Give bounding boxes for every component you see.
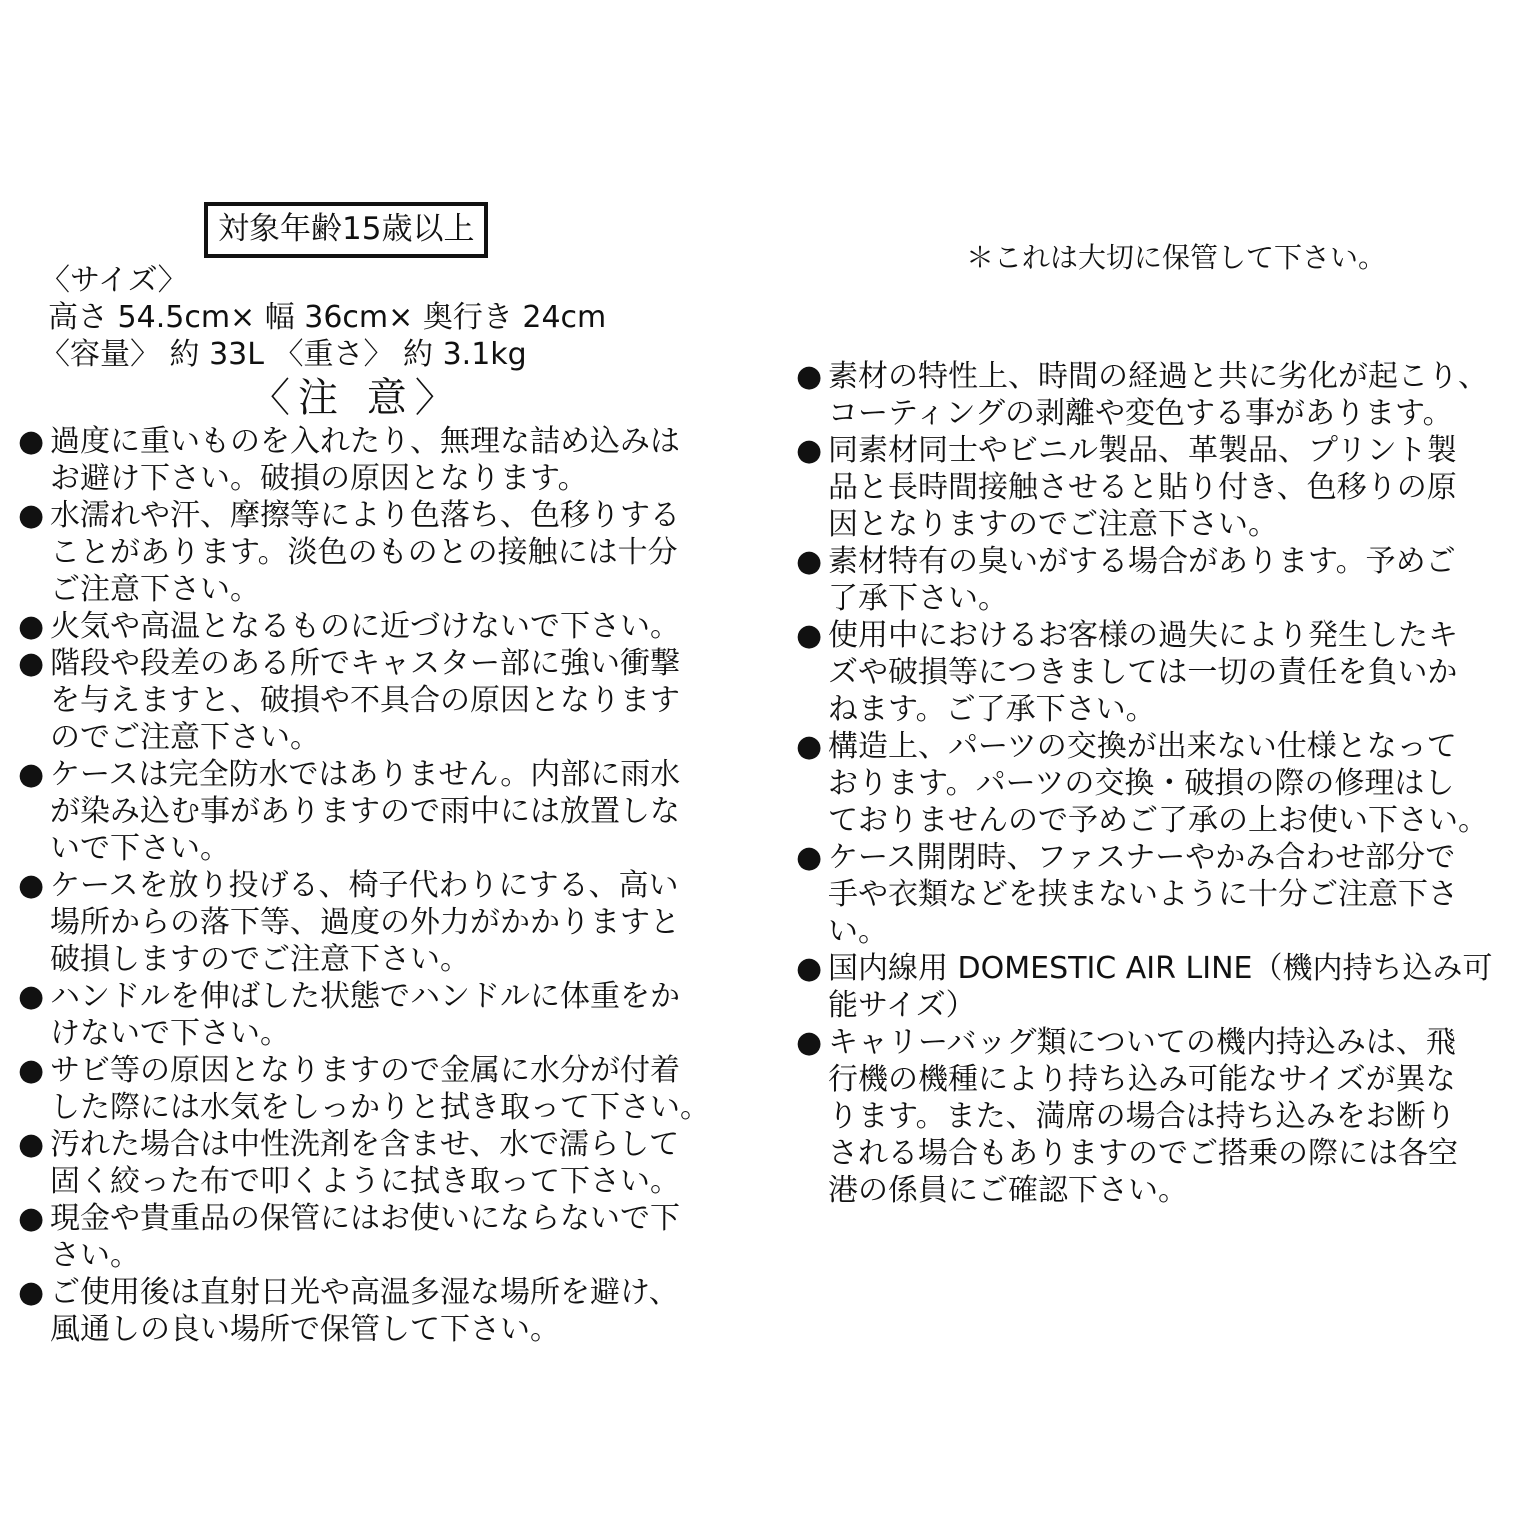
caution-item-line: 火気や高温となるものに近づけないで下さい。	[50, 609, 680, 644]
caution-item-text	[50, 1200, 748, 1274]
bullet-icon: ●	[18, 1201, 45, 1236]
caution-item-text	[50, 1052, 748, 1126]
caution-heading: 〈注 意〉	[250, 375, 463, 421]
caution-item-line: い。	[828, 914, 888, 949]
caution-item	[796, 617, 1521, 728]
bullet-icon: ●	[18, 1053, 45, 1088]
caution-item-line: 国内線用 DOMESTIC AIR LINE（機内持ち込み可	[828, 951, 1493, 986]
caution-item-line: 現金や貴重品の保管にはお使いにならないで下	[50, 1201, 680, 1236]
caution-item-line: ねます。ご了承下さい。	[828, 692, 1156, 727]
caution-item-line: 同素材同士やビニル製品、革製品、プリント製	[828, 433, 1457, 468]
bullet-icon: ●	[18, 498, 45, 533]
caution-item-line: 汚れた場合は中性洗剤を含ませ、水で濡らして	[50, 1127, 680, 1162]
caution-item-line: を与えますと、破損や不具合の原因となります	[50, 683, 680, 718]
caution-item	[18, 423, 748, 497]
caution-item-line: が染み込む事がありますので雨中には放置しな	[50, 794, 680, 829]
bullet-icon: ●	[796, 1025, 823, 1060]
caution-item-text	[50, 756, 748, 867]
bullet-icon: ●	[796, 840, 823, 875]
caution-item-line: 港の係員にご確認下さい。	[828, 1173, 1188, 1208]
caution-item-line: 使用中におけるお客様の過失により発生したキ	[828, 618, 1458, 653]
caution-item-line: 品と長時間接触させると貼り付き、色移りの原	[828, 470, 1457, 505]
caution-item-text	[828, 358, 1521, 432]
caution-item-line: 場所からの落下等、過度の外力がかかりますと	[50, 905, 680, 940]
caution-item-text	[828, 432, 1521, 543]
bullet-icon: ●	[18, 424, 45, 459]
caution-item-text	[50, 1126, 748, 1200]
caution-item-line: 水濡れや汗、摩擦等により色落ち、色移りする	[50, 498, 680, 533]
bullet-icon: ●	[796, 359, 823, 394]
caution-item-line: のでご注意下さい。	[50, 720, 320, 755]
caution-item	[18, 978, 748, 1052]
caution-item-line: 行機の機種により持ち込み可能なサイズが異な	[828, 1062, 1456, 1097]
caution-item-line: した際には水気をしっかりと拭き取って下さい。	[50, 1090, 710, 1125]
caution-item-line: ケース開閉時、ファスナーやかみ合わせ部分で	[828, 840, 1456, 875]
bullet-icon: ●	[18, 1127, 45, 1162]
keep-note: ＊これは大切に保管して下さい。	[966, 241, 1387, 274]
caution-item-text	[828, 839, 1521, 950]
caution-item-text	[828, 950, 1521, 1024]
caution-item	[18, 756, 748, 867]
caution-item-line: 風通しの良い場所で保管して下さい。	[50, 1312, 560, 1347]
caution-item-line: 固く絞った布で叩くように拭き取って下さい。	[50, 1164, 680, 1199]
caution-item-text	[50, 867, 748, 978]
caution-item	[796, 358, 1521, 432]
caution-item-line: 能サイズ）	[828, 988, 976, 1023]
caution-item-text	[50, 423, 748, 497]
caution-item	[796, 839, 1521, 950]
caution-item-line: お避け下さい。破損の原因となります。	[50, 461, 588, 496]
bullet-icon: ●	[18, 1275, 45, 1310]
caution-item	[796, 1024, 1521, 1209]
caution-item-line: 素材の特性上、時間の経過と共に劣化が起こり、	[828, 359, 1488, 394]
bullet-icon: ●	[18, 757, 45, 792]
caution-item-line: 構造上、パーツの交換が出来ない仕様となって	[828, 729, 1457, 764]
caution-item-text	[50, 1274, 748, 1348]
caution-item	[796, 950, 1521, 1024]
capacity-weight: 〈容量〉 約 33L 〈重さ〉 約 3.1kg	[40, 337, 527, 372]
caution-item	[18, 497, 748, 608]
caution-item-line: 了承下さい。	[828, 581, 1008, 616]
caution-item	[18, 1200, 748, 1274]
caution-item-line: 過度に重いものを入れたり、無理な詰め込みは	[50, 424, 680, 459]
bullet-icon: ●	[18, 609, 45, 644]
caution-item-line: ケースを放り投げる、椅子代わりにする、高い	[50, 868, 679, 903]
bullet-icon: ●	[796, 951, 823, 986]
caution-item-text	[828, 543, 1521, 617]
bullet-icon: ●	[796, 544, 823, 579]
caution-item	[18, 1126, 748, 1200]
caution-item-line: ておりませんので予めご了承の上お使い下さい。	[828, 803, 1488, 838]
caution-list-right	[796, 358, 1521, 1209]
caution-item-line: ケースは完全防水ではありません。内部に雨水	[50, 757, 681, 792]
caution-item-line: 素材特有の臭いがする場合があります。予めご	[828, 544, 1456, 579]
caution-item-line: けないで下さい。	[50, 1016, 290, 1051]
left-column	[18, 202, 748, 1348]
caution-item-line: 手や衣類などを挟まないように十分ご注意下さ	[828, 877, 1458, 912]
caution-item-line: 階段や段差のある所でキャスター部に強い衝撃	[50, 646, 680, 681]
caution-item	[796, 728, 1521, 839]
bullet-icon: ●	[796, 433, 823, 468]
bullet-icon: ●	[18, 646, 45, 681]
caution-item-line: おります。パーツの交換・破損の際の修理はし	[828, 766, 1455, 801]
size-value: 高さ 54.5cm× 幅 36cm× 奥行き 24cm	[48, 300, 607, 335]
caution-item-line: 因となりますのでご注意下さい。	[828, 507, 1278, 542]
caution-item-line: ズや破損等につきましては一切の責任を負いか	[828, 655, 1458, 690]
caution-item-text	[50, 497, 748, 608]
size-label: 〈サイズ〉	[40, 263, 188, 298]
caution-item-line: サビ等の原因となりますので金属に水分が付着	[50, 1053, 680, 1088]
caution-item-line: キャリーバッグ類についての機内持込みは、飛	[828, 1025, 1456, 1060]
caution-item-line: ります。また、満席の場合は持ち込みをお断り	[828, 1099, 1456, 1134]
caution-item-text	[50, 645, 748, 756]
bullet-icon: ●	[796, 729, 823, 764]
caution-item-text	[50, 608, 748, 645]
caution-item-line: ことがあります。淡色のものとの接触には十分	[50, 535, 678, 570]
caution-item	[796, 543, 1521, 617]
caution-item-text	[50, 978, 748, 1052]
bullet-icon: ●	[18, 979, 45, 1014]
caution-item	[18, 867, 748, 978]
caution-item-text	[828, 617, 1521, 728]
caution-item-line: ご注意下さい。	[50, 572, 260, 607]
caution-list-left	[18, 423, 748, 1348]
caution-item-line: さい。	[50, 1238, 140, 1273]
bullet-icon: ●	[18, 868, 45, 903]
caution-item	[18, 1052, 748, 1126]
caution-item-line: される場合もありますのでご搭乗の際には各空	[828, 1136, 1458, 1171]
right-column	[796, 240, 1521, 1209]
age-notice-box: 対象年齢15歳以上	[204, 202, 488, 258]
caution-item	[18, 1274, 748, 1348]
caution-item-text	[828, 1024, 1521, 1209]
caution-item-line: ハンドルを伸ばした状態でハンドルに体重をか	[50, 979, 680, 1014]
caution-item-line: コーティングの剥離や変色する事があります。	[828, 396, 1453, 431]
bullet-icon: ●	[796, 618, 823, 653]
caution-item-line: ご使用後は直射日光や高温多湿な場所を避け、	[50, 1275, 679, 1310]
caution-item-line: いで下さい。	[50, 831, 230, 866]
caution-item	[18, 645, 748, 756]
caution-item-text	[828, 728, 1521, 839]
caution-item	[18, 608, 748, 645]
caution-item	[796, 432, 1521, 543]
caution-item-line: 破損しますのでご注意下さい。	[50, 942, 470, 977]
